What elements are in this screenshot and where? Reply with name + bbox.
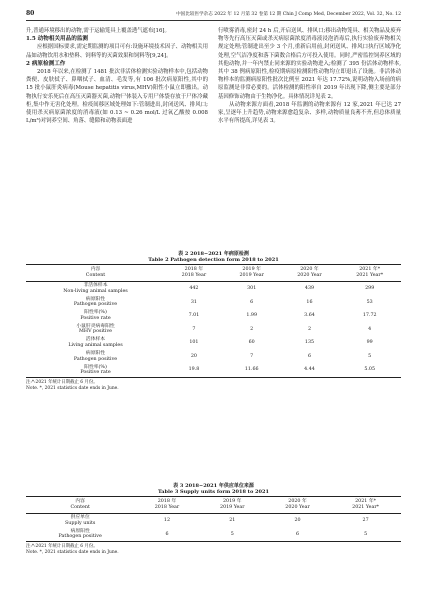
table-3-header-2020: 2020 年 2020 Year [285,499,310,511]
table-3-caption-cn: 表 3 2018~2021 年供应单位来源 [173,483,254,489]
table-row [26,514,401,528]
paragraph-right-1: 行喷雾消毒,密封 24 h 后,开启送风、排风口;移出动物笼具、相关物品及废弃物等先行高压灭菌或杀灭病原菌浓度消毒液浸泡消毒后,执行实验废弃物相关规定处理;管制进出至少 3 个月,重新启用前,封闭送风、排风口执行区域净化处理,空气洁净度和落下菌数合格后方可投入使用。同时,严密监控饲养区域的其他动物,并一年内禁止同来源的实验动物进入;检测了 395 份活体动物样本,其中 38 例病原阳性,检疫期病原检测阳性动物均立即退出了设施。非活体动物样本的监测病原阳性批次比例至 2021 年达 17.72%,说明动物入场前的病原监测是非常必要的。活体检测的阳性率自 2019 年出现下降,侧主要是部分基因修饰动物由于生物净化。具体情况详见表 2。 [218,28,401,100]
table-2-header-row [26,265,401,282]
page-number: 80 [26,10,35,17]
paragraph-right-2: 从动物来源方面看,2018 年监测的动物来源有 12 家,2021 年已达 27 家,呈逐年上升趋势,动物来源愈趋复杂、多样,动物质量良莠不齐,但总体质量水平有所提高,详见表 3。 [218,101,401,125]
cell: 16 [306,299,313,305]
row-label: 病原阳性 Pathogen positive [73,296,118,308]
table-2-caption-cn: 表 2 2018~2021 年病原检测 [178,251,249,257]
cell: 3.64 [304,313,315,319]
cell: 4 [368,326,372,332]
cell: 20 [294,517,301,523]
table-3-header-row [26,497,401,514]
table-row [26,296,401,310]
table-2-header-content: 内容 Content [85,267,106,279]
cell: 6 [296,531,300,537]
section-heading-2: 2 病原检测工作 [26,60,66,67]
row-label: 供应单位 Supply units [64,515,96,526]
journal-title: 中国比较医学杂志 2022 年 12 月第 32 卷第 12 期 Chin J Comp Med, December 2022, Vol. 32, No. 12 [176,12,401,17]
cell: 53 [366,299,373,305]
cell: 5 [364,531,368,537]
cell: 442 [189,285,199,291]
section-heading-1-5: 1.5 动物相关用品的监测 [26,36,89,43]
table-3-header-content: 内容 Content [70,499,90,511]
table-3-grid [26,496,401,542]
table-3-caption-en: Table 3 Supply units form 2018 to 2021 [158,489,269,496]
cell: 5 [230,531,234,537]
cell: 11.66 [244,367,259,373]
table-2-header-2019: 2019 年 2019 Year [239,267,264,279]
paragraph-continued: 升,普通环境移出的动物,需于运输笼具上覆盖透气遮布[16]。 [26,28,170,34]
paragraph-2: 2018 年以来,在检测了 1481 批次非活体检测实验动物样本中,包括动物粪便、皮肤拭子、鼻咽拭子、血清、毛发等,有 106 批次病原阳性,其中的 15 批小鼠肝炎病毒(Mouse hepatitis virus,MHV)阳性小鼠立即撤出。动物执行安乐死后在高压灭菌器灭菌,动物尸体装入专用尸体袋存放于尸体冷藏柜,集中作无害化处理。检疫间移区域处理如下:管制进出,封闭送风、排风口;使用杀灭病原菌浓度的消毒液(如 0.13 ~ 0.26 mol/L 过氧乙酸按 0.008 L/m³)对饲养空间、角落、缝隙和动物表面进 [26,69,208,125]
table-row [26,309,401,323]
cell: 2 [250,326,254,332]
table-row [26,336,401,350]
cell: 439 [304,285,315,291]
cell: 6 [165,531,169,537]
right-column [218,27,401,125]
row-label: 病原阳性 Pathogen positive [58,528,102,540]
paragraph-1-5: 应根据国标要求,需定期监测的项目可有:设施环境技术因子、动物相关用品如动物饮用水和垫料、饲料等的灭菌效果和饲料等[9,24]。 [26,44,208,59]
table-row [26,528,401,542]
cell: 60 [248,340,255,346]
cell: 5 [368,353,372,359]
page-header [26,10,401,21]
table-2 [26,251,401,391]
table-2-note-cn: 注:*:2021 年统计日期截止 6 月份。 [26,379,98,385]
cell: 20 [190,353,197,359]
table-3-note-en: Note. *, 2021 statistics date ends in June. [26,549,119,555]
row-label: 阳性率(%) Positive rate [80,310,111,321]
row-label: 阳性率(%) Positive rate [80,364,111,376]
table-3-header-2021: 2021 年* 2021 Year* [352,499,380,511]
cell: 5.05 [364,367,376,373]
table-row [26,363,401,377]
cell: 6 [307,353,311,359]
table-2-note-en: Note. *, 2021 statistics date ends in June. [26,385,119,391]
table-3-note-cn: 注:*:2021 年统计日期截止 6 月份。 [26,544,98,550]
row-label: 非活体样本 Non-living animal samples [63,283,128,294]
cell: 17.72 [362,313,377,319]
row-label: 小鼠肝炎病毒阳性 MHV positive [76,323,115,335]
cell: 21 [229,517,236,523]
cell: 299 [365,285,375,291]
table-row [26,323,401,337]
table-3-note [26,544,401,555]
cell: 12 [163,517,171,523]
table-2-header-2020: 2020 年 2020 Year [297,267,322,279]
table-2-caption-en: Table 2 Pathogen detection form 2018 to 2021 [148,257,279,264]
table-row [26,282,401,296]
cell: 7 [250,353,254,359]
cell: 7 [192,326,196,332]
cell: 7.01 [188,313,200,319]
cell: 101 [189,340,199,346]
row-label: 活体样本 Living animal samples [68,337,123,349]
cell: 27 [362,517,369,523]
cell: 19.8 [188,367,200,373]
cell: 2 [307,326,311,332]
cell: 1.99 [246,313,258,319]
left-column [26,27,208,125]
table-3 [26,483,401,555]
cell: 99 [366,340,373,346]
cell: 135 [304,340,315,346]
table-row [26,350,401,364]
row-label: 病原阳性 Pathogen positive [73,351,118,362]
table-3-header-2018: 2018 年 2018 Year [154,499,180,511]
cell: 31 [190,299,197,305]
table-2-note [26,380,401,391]
table-2-header-2018: 2018 年 2018 Year [181,267,207,279]
cell: 6 [250,299,254,305]
table-2-grid [26,264,401,378]
table-2-header-2021: 2021 年* 2021 Year* [356,267,384,279]
cell: 301 [247,285,257,291]
table-3-header-2019: 2019 年 2019 Year [220,499,245,511]
cell: 4.44 [304,367,315,373]
